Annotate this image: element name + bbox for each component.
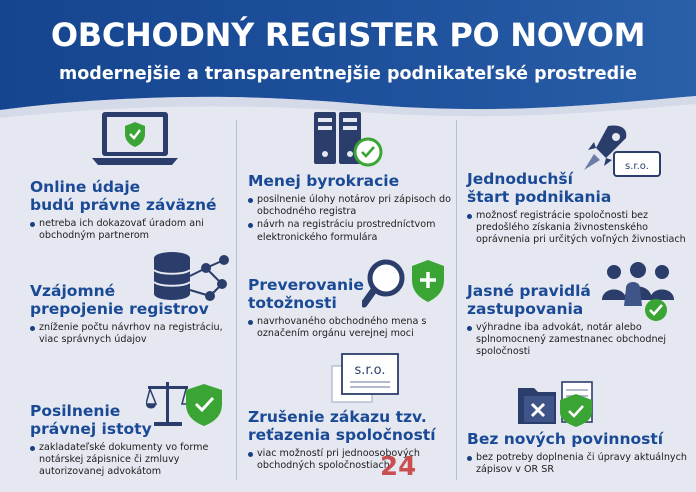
tile-jednoduchsi-start — [467, 170, 692, 247]
tile-menej-byrokracie — [248, 172, 453, 244]
heading-line: Online údaje — [30, 178, 141, 196]
sro-label: s.r.o. — [354, 363, 386, 378]
heading-line: Posilnenie — [30, 402, 121, 420]
bullet-item: bez potreby doplnenia či úpravy aktuálnych zápisov v OR SR — [467, 452, 692, 476]
tile-heading — [467, 282, 692, 318]
tile-heading — [30, 402, 235, 438]
header-banner — [0, 0, 696, 120]
tile-zrusenie-zakazu — [248, 408, 453, 472]
tile-vzajomne-prepojenie — [30, 282, 235, 346]
heading-line: reťazenia spoločností — [248, 426, 436, 444]
bullet-item: posilnenie úlohy notárov pri zápisoch do obchodného registra — [248, 194, 453, 218]
heading-line: Jasné pravidlá — [467, 282, 591, 300]
bullet-item: viac možností pri jednoosobových obchodných spoločnostiach — [248, 448, 453, 472]
tile-online-udaje — [30, 178, 230, 242]
heading-line: štart podnikania — [467, 188, 612, 206]
page-title: OBCHODNÝ REGISTER PO NOVOM — [50, 16, 646, 54]
tile-heading — [248, 276, 453, 312]
laptop-shield-check-icon — [92, 110, 178, 168]
bullet-item: navrhovaného obchodného mena s označením orgánu verejnej moci — [248, 316, 453, 340]
tile-heading — [30, 178, 230, 214]
documents-sro-icon — [330, 352, 406, 404]
heading-line: zastupovania — [467, 300, 584, 318]
bullet-item: zakladateľské dokumenty vo forme notárskej zápisnice či zmluvy autorizovanej advokátom — [30, 442, 235, 479]
tile-heading — [30, 282, 235, 318]
bullet-item: zníženie počtu návrhov na registráciu, viac správnych údajov — [30, 322, 235, 346]
heading-line: Preverovanie — [248, 276, 364, 294]
heading-line: Vzájomné — [30, 282, 116, 300]
bullet-item: návrh na registráciu prostredníctvom elektronického formulára — [248, 219, 453, 243]
bullet-item: výhradne iba advokát, notár alebo splnomocnený zamestnanec obchodnej spoločnosti — [467, 322, 692, 359]
tile-heading: Bez nových povinností — [467, 430, 664, 448]
page-subtitle: modernejšie a transparentnejšie podnikateľské prostredie — [59, 64, 637, 84]
tile-heading: Menej byrokracie — [248, 172, 400, 190]
bullet-item: netreba ich dokazovať úradom ani obchodným partnerom — [30, 218, 230, 242]
server-clock-check-icon — [312, 110, 384, 168]
tile-heading — [467, 170, 692, 206]
tile-posilnenie-istoty — [30, 402, 235, 479]
tile-preverovanie-totoznosti — [248, 276, 453, 340]
watermark-logo: 24 — [380, 452, 417, 482]
heading-line: Jednoduchší — [467, 170, 573, 188]
column-divider-left — [236, 120, 237, 480]
tile-jasne-pravidla — [467, 282, 692, 359]
tile-bez-novych-povinnosti — [467, 430, 692, 476]
heading-line: totožnosti — [248, 294, 337, 312]
tile-heading — [248, 408, 453, 444]
heading-line: budú právne záväzné — [30, 196, 217, 214]
heading-line: Zrušenie zákazu tzv. — [248, 408, 427, 426]
column-divider-right — [456, 120, 457, 480]
sro-label: s.r.o. — [625, 161, 649, 172]
folder-documents-check-icon — [516, 380, 606, 428]
heading-line: prepojenie registrov — [30, 300, 209, 318]
heading-line: právnej istoty — [30, 420, 152, 438]
bullet-item: možnosť registrácie spoločnosti bez predošlého získania živnostenského oprávnenia pri určitých voľných živnostiach — [467, 210, 692, 247]
